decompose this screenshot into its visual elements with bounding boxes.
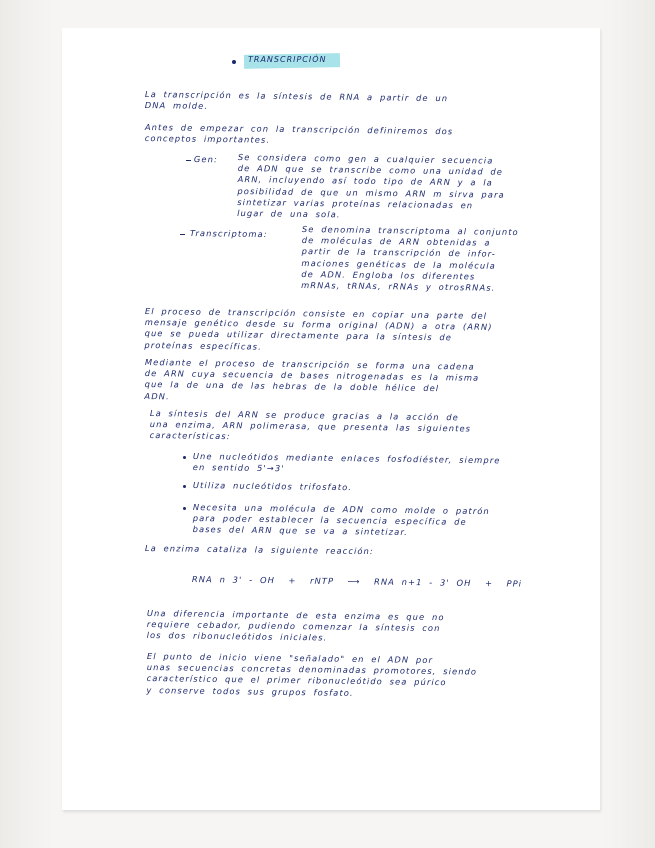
transcriptoma-dash: [180, 234, 185, 235]
intro-paragraph: La transcripción es la síntesis de RNA a partir de un DNA molde.: [144, 89, 449, 112]
diferencia-paragraph: Una diferencia importante de esta enzima es que no requiere cebador, pudiendo comenzar la síntesis con los dos ribonucleótidos iniciales.: [146, 608, 445, 643]
transcriptoma-label: Transcriptoma:: [189, 228, 268, 240]
title-bullet: [232, 60, 236, 64]
bullet-dot: [183, 456, 186, 459]
sintesis-paragraph: La síntesis del ARN se produce gracias a la acción de una enzima, ARN polimerasa, que presenta las siguientes características:: [149, 408, 472, 442]
reaccion-intro: La enzima cataliza la siguiente reacción:: [144, 543, 374, 557]
proceso-paragraph: El proceso de transcripción consiste en copiar una parte del mensaje genético desde su forma original (ADN) a otra (ARN) que se pueda utilizar directamente para la síntesis de proteínas específicas.: [144, 306, 493, 352]
concepts-intro-paragraph: Antes de empezar con la transcripción definiremos dos conceptos importantes.: [144, 122, 454, 145]
inicio-paragraph: El punto de inicio viene "señalado" en el ADN por unas secuencias concretas denominadas promotores, siendo característico que el primer ribonucleótido sea púrico y conserve todos sus grupos fosfato.: [146, 651, 478, 698]
gen-label: Gen:: [193, 154, 218, 165]
gen-dash: [186, 160, 191, 161]
bullet-item: Une nucleótidos mediante enlaces fosfodiéster, siempre en sentido 5'→3': [192, 451, 501, 474]
bullet-item: Necesita una molécula de ADN como molde o patrón para poder establecer la secuencia específica de bases del ARN que se va a sintetizar.: [192, 502, 490, 538]
page-title: TRANSCRIPCIÓN: [248, 55, 327, 64]
reaction-equation: RNA n 3' - OH + rNTP ⟶ RNA n+1 - 3' OH + PPi: [191, 574, 523, 589]
transcriptoma-definition: Se denomina transcriptoma al conjunto de moléculas de ARN obtenidas a partir de la transcripción de infor- maciones genéticas de la molécula de ADN. Engloba los diferentes mRNAs, tRNAs, rRNAs y otrosRNAs.: [301, 224, 519, 293]
bullet-dot: [183, 485, 186, 488]
bullet-item: Utiliza nucleótidos trifosfato.: [192, 480, 353, 493]
bullet-dot: [183, 507, 186, 510]
gen-definition: Se considera como gen a cualquier secuencia de ADN que se transcribe como una unidad de ARN, incluyendo así todo tipo de ARN y a la posibilidad de que un mismo ARN m sirva para sintetizar varias proteínas relacionadas en lugar de una sola.: [237, 152, 505, 220]
cadena-paragraph: Mediante el proceso de transcripción se forma una cadena de ARN cuya secuencia de bases nitrogenadas es la misma que la de una de las hebras de la doble hélice del ADN.: [144, 357, 480, 401]
